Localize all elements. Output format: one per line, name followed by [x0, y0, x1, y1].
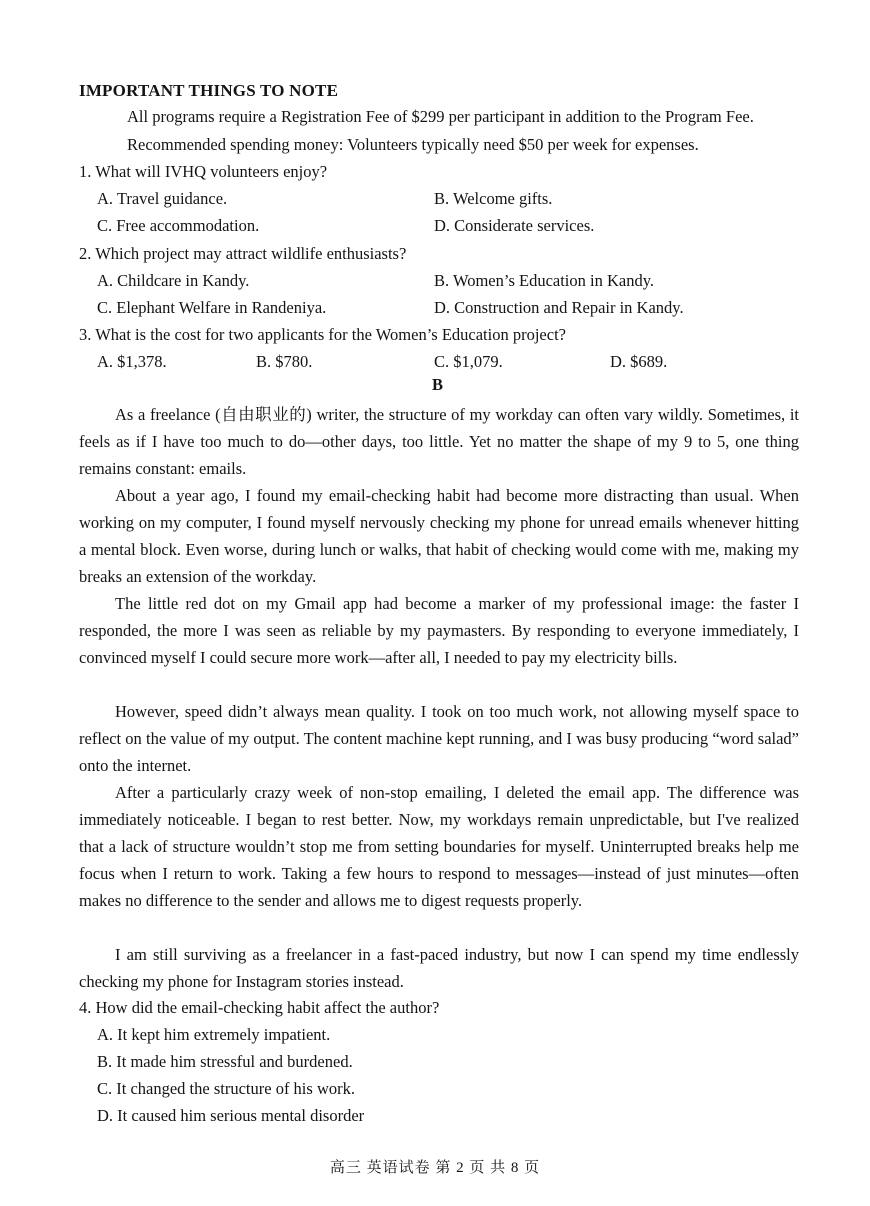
question-4-option-d: D. It caused him serious mental disorder — [97, 1106, 365, 1125]
note-registration-fee: All programs require a Registration Fee of $299 per participant in addition to the Program Fee. — [127, 107, 754, 126]
question-3-option-c: C. $1,079. — [434, 352, 503, 371]
question-1-option-d: D. Considerate services. — [434, 216, 595, 235]
question-4-option-b: B. It made him stressful and burdened. — [97, 1052, 353, 1071]
question-2-option-b: B. Women’s Education in Kandy. — [434, 271, 655, 290]
question-3-option-d: D. $689. — [610, 352, 668, 371]
passage-paragraph-6: I am still surviving as a freelancer in a fast-paced industry, but now I can spend my time endlessly checking my phone for Instagram stories instead. — [79, 945, 799, 991]
question-1-option-a: A. Travel guidance. — [97, 189, 228, 208]
question-4-option-a: A. It kept him extremely impatient. — [97, 1025, 331, 1044]
passage-paragraph-4: However, speed didn’t always mean quality. I took on too much work, not allowing myself space to reflect on the value of my output. The content machine kept running, and I was busy producing “word salad” onto the internet. — [79, 702, 799, 775]
question-3-stem: 3. What is the cost for two applicants for the Women’s Education project? — [79, 325, 566, 344]
question-2-option-d: D. Construction and Repair in Kandy. — [434, 298, 684, 317]
question-1-stem: 1. What will IVHQ volunteers enjoy? — [79, 162, 328, 181]
passage-paragraph-2: About a year ago, I found my email-checking habit had become more distracting than usual. When working on my computer, I found myself nervously checking my phone for unread emails whenever hitting a mental block. Even worse, during lunch or walks, that habit of checking would come with me, making my breaks an extension of the workday. — [79, 486, 799, 586]
question-1-option-c: C. Free accommodation. — [97, 216, 260, 235]
page-footer: 高三 英语试卷 第 2 页 共 8 页 — [329, 1160, 541, 1176]
question-3-option-b: B. $780. — [256, 352, 313, 371]
question-2-option-c: C. Elephant Welfare in Randeniya. — [97, 298, 327, 317]
question-4-option-c: C. It changed the structure of his work. — [97, 1079, 355, 1098]
question-4-stem: 4. How did the email-checking habit affect the author? — [79, 998, 440, 1017]
note-spending-money: Recommended spending money: Volunteers typically need $50 per week for expenses. — [127, 135, 699, 154]
section-b-label: B — [432, 375, 444, 394]
question-3-option-a: A. $1,378. — [97, 352, 167, 371]
notes-heading: IMPORTANT THINGS TO NOTE — [79, 81, 339, 100]
passage-paragraph-3: The little red dot on my Gmail app had become a marker of my professional image: the faster I responded, the more I was seen as reliable by my paymasters. By responding to everyone immediately, I convinced myself I could secure more work—after all, I needed to pay my electricity bills. — [79, 594, 799, 667]
passage-paragraph-1: As a freelance (自由职业的) writer, the structure of my workday can often vary wildly. Sometimes, it feels as if I have too much to do—other days, too little. Yet no matter the shape of my 9 to 5, one thing remains constant: emails. — [79, 405, 799, 478]
question-2-stem: 2. Which project may attract wildlife enthusiasts? — [79, 244, 407, 263]
question-1-option-b: B. Welcome gifts. — [434, 189, 553, 208]
passage-paragraph-5: After a particularly crazy week of non-stop emailing, I deleted the email app. The difference was immediately noticeable. I began to rest better. Now, my workdays remain unpredictable, but I've realized that a lack of structure wouldn’t stop me from setting boundaries for myself. Uninterrupted breaks help me focus when I return to work. Taking a few hours to respond to messages—instead of just minutes—often makes no difference to the sender and allows me to digest requests properly. — [79, 783, 799, 910]
question-2-option-a: A. Childcare in Kandy. — [97, 271, 250, 290]
